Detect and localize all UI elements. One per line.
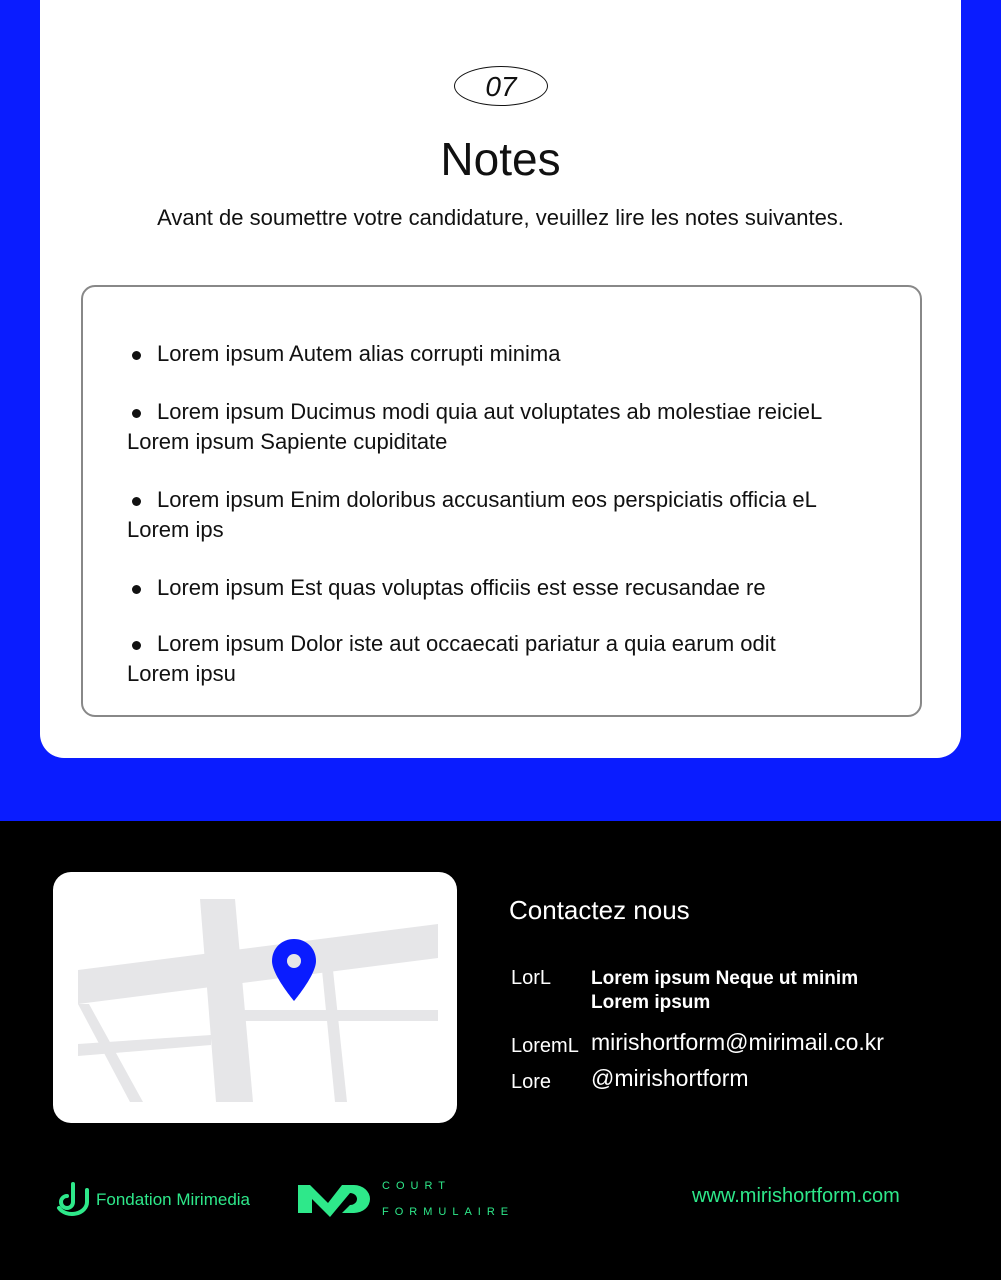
note-text: Lorem ipsum Sapiente cupiditate bbox=[127, 429, 448, 454]
foundation-logo bbox=[55, 1180, 250, 1220]
notes-list bbox=[81, 285, 922, 717]
subtitle: Avant de soumettre votre candidature, veuillez lire les notes suivantes. bbox=[157, 205, 844, 230]
notes-card bbox=[40, 0, 961, 758]
note-text: Lorem ipsum Dolor iste aut occaecati pariatur a quia earum odit bbox=[157, 631, 776, 656]
bullet-icon bbox=[127, 629, 157, 659]
note-text: Lorem ipsum Ducimus modi quia aut voluptates ab molestiae reicieL bbox=[157, 399, 823, 424]
bullet-icon bbox=[127, 485, 157, 515]
list-item bbox=[127, 629, 876, 689]
social-label: Lore bbox=[511, 1071, 552, 1093]
website-link[interactable]: www.mirishortform.com bbox=[692, 1185, 900, 1207]
email-label: LoremL bbox=[511, 1035, 579, 1057]
address-label: LorL bbox=[511, 967, 552, 989]
footer bbox=[0, 821, 1001, 1280]
email-link[interactable]: mirishortform@mirimail.co.kr bbox=[591, 1029, 884, 1055]
bullet-icon bbox=[127, 573, 157, 603]
note-text: Lorem ipsum Enim doloribus accusantium eos perspiciatis officia eL bbox=[157, 487, 817, 512]
social-link[interactable]: @mirishortform bbox=[591, 1065, 749, 1091]
location-pin-icon bbox=[272, 939, 316, 1001]
bullet-icon bbox=[127, 397, 157, 427]
map-roads-icon bbox=[53, 872, 457, 1123]
md-logo-icon bbox=[298, 1181, 374, 1217]
list-item bbox=[127, 573, 876, 603]
note-text: Lorem ipsum Est quas voluptas officiis est esse recusandae re bbox=[157, 575, 766, 600]
note-text: Lorem ipsum Autem alias corrupti minima bbox=[157, 341, 561, 366]
section-number: 07 bbox=[454, 66, 548, 106]
bullet-icon bbox=[127, 339, 157, 369]
address-row bbox=[511, 967, 859, 1013]
logo-text-top: COURT bbox=[382, 1180, 451, 1192]
list-item bbox=[127, 339, 876, 369]
email-row bbox=[511, 1029, 884, 1058]
page-title: Notes bbox=[440, 133, 561, 185]
foundation-name: Fondation Mirimedia bbox=[96, 1190, 251, 1209]
map[interactable] bbox=[53, 872, 457, 1123]
court-formulaire-logo bbox=[298, 1173, 514, 1225]
note-text: Lorem ipsu bbox=[127, 661, 236, 686]
note-text: Lorem ips bbox=[127, 517, 224, 542]
list-item bbox=[127, 397, 876, 457]
foundation-logo-icon bbox=[55, 1180, 93, 1220]
contact-title: Contactez nous bbox=[509, 895, 690, 925]
address-line: Lorem ipsum Neque ut minim bbox=[591, 968, 859, 989]
address-line: Lorem ipsum bbox=[591, 992, 711, 1013]
logo-text-bottom: FORMULAIRE bbox=[382, 1206, 515, 1218]
list-item bbox=[127, 485, 876, 545]
social-row bbox=[511, 1065, 749, 1094]
